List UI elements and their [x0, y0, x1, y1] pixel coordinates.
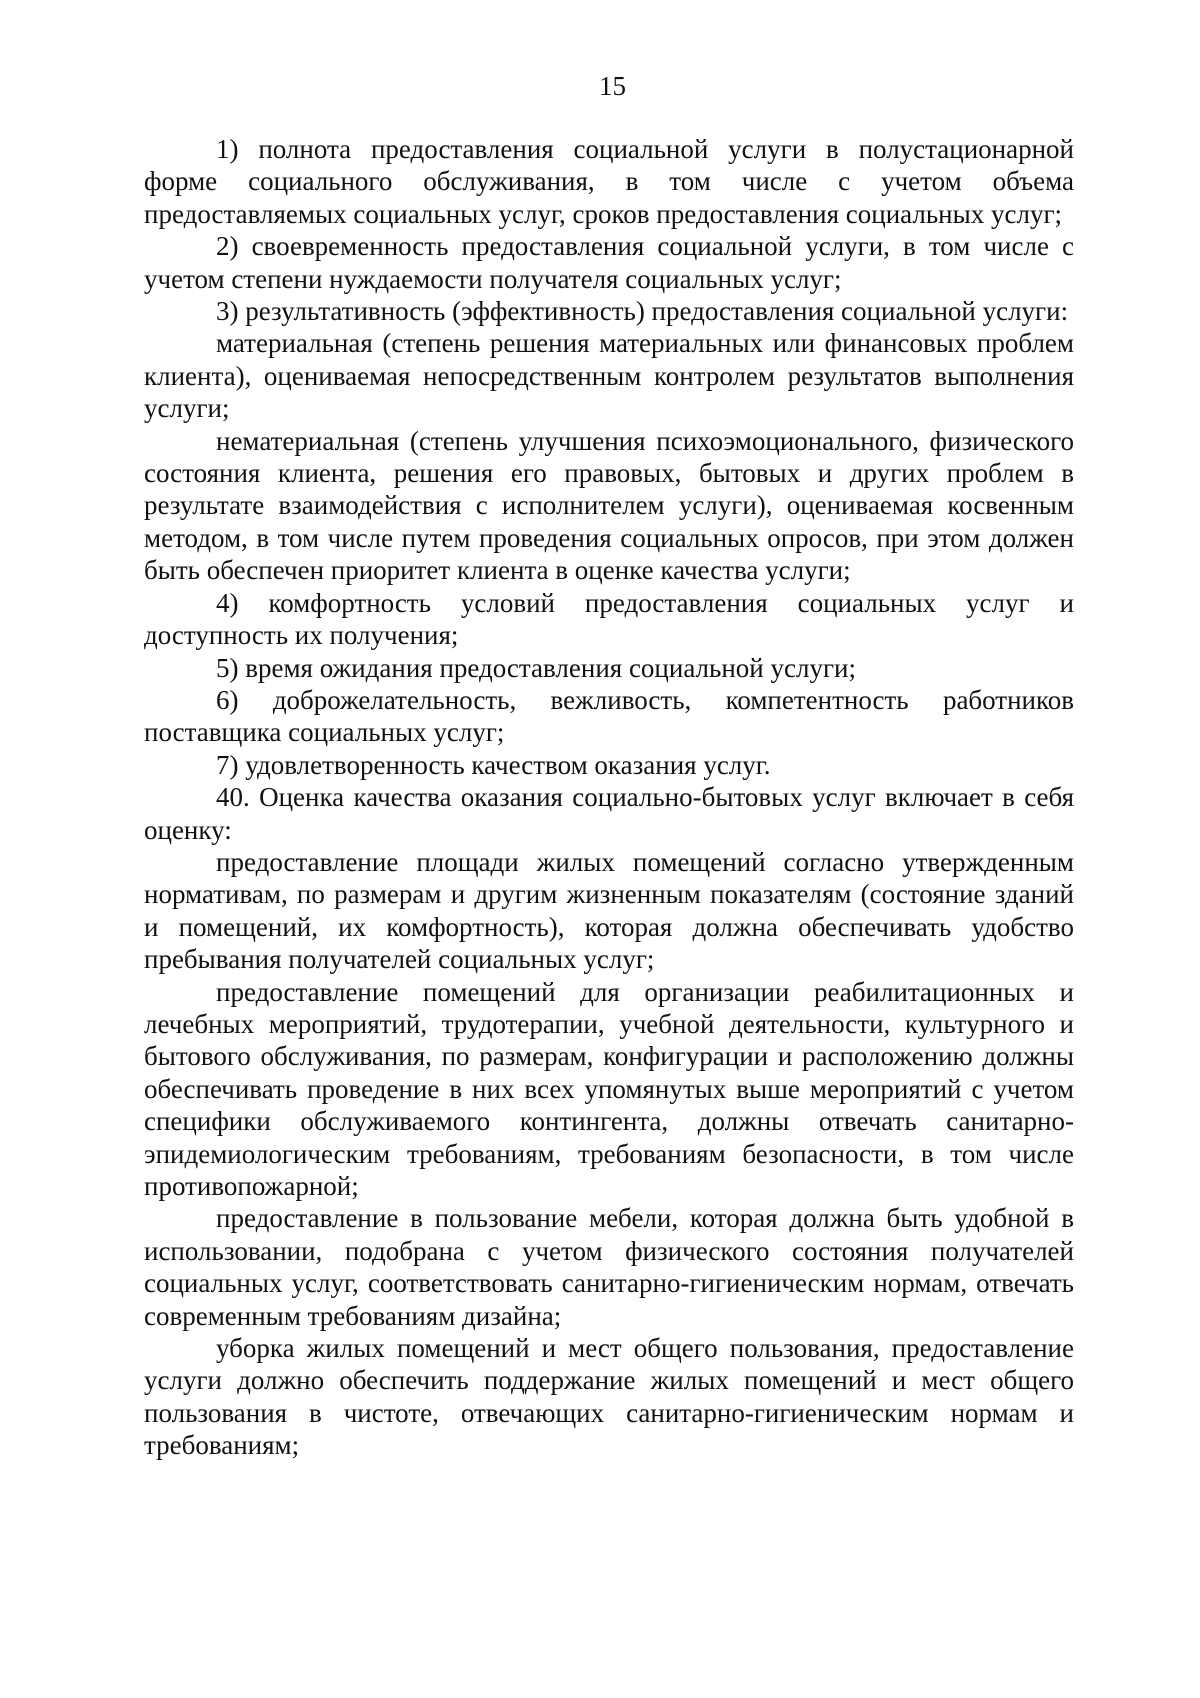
- paragraph-item-2-timeliness: 2) своевременность предоставления социальной услуги, в том числе с учетом степени нуждаемости получателя социальных услуг;: [144, 231, 1074, 294]
- paragraph-nonmaterial-effectiveness: нематериальная (степень улучшения психоэмоционального, физического состояния клиента, решения его правовых, бытовых и других проблем в результате взаимодействия с исполнителем услуги), оцениваемая косвенным методом, в том числе путем проведения социальных опросов, при этом должен быть обеспечен приоритет клиента в оценке качества услуги;: [144, 425, 1074, 586]
- paragraph-item-3-effectiveness: 3) результативность (эффективность) предоставления социальной услуги:: [216, 296, 1069, 327]
- paragraph-rehabilitation-premises: предоставление помещений для организации реабилитационных и лечебных мероприятий, трудотерапии, учебной деятельности, культурного и бытового обслуживания, по размерам, конфигурации и расположению должны обеспечивать проведение в них всех упомянутых выше мероприятий с учетом специфики обслуживаемого контингента, должны отвечать санитарно-эпидемиологическим требованиям, требованиям безопасности, в том числе противопожарной;: [144, 976, 1074, 1201]
- paragraph-item-5-waiting-time: 5) время ожидания предоставления социальной услуги;: [216, 652, 856, 683]
- paragraph-item-4-comfort: 4) комфортность условий предоставления социальных услуг и доступность их получения;: [144, 587, 1074, 651]
- paragraph-item-6-courtesy: 6) доброжелательность, вежливость, компетентность работников поставщика социальных услуг;: [144, 684, 1074, 748]
- paragraph-item-1-completeness: 1) полнота предоставления социальной услуги в полустационарной форме социального обслуживания, в том числе с учетом объема предоставляемых социальных услуг, сроков предоставления социальных услуг;: [144, 134, 1074, 229]
- paragraph-material-effectiveness: материальная (степень решения материальных или финансовых проблем клиента), оцениваемая непосредственным контролем результатов выполнения услуги;: [144, 328, 1074, 424]
- paragraph-cleaning: уборка жилых помещений и мест общего пользования, предоставление услуги должно обеспечить поддержание жилых помещений и мест общего пользования в чистоте, отвечающих санитарно-гигиеническим нормам и требованиям;: [144, 1333, 1074, 1461]
- paragraph-section-40: 40. Оценка качества оказания социально-бытовых услуг включает в себя оценку:: [144, 782, 1074, 845]
- document-body: [144, 133, 1074, 1462]
- page-number: 15: [599, 71, 626, 101]
- paragraph-furniture: предоставление в пользование мебели, которая должна быть удобной в использовании, подобрана с учетом физического состояния получателей социальных услуг, соответствовать санитарно-гигиеническим нормам, отвечать современным требованиям дизайна;: [144, 1203, 1074, 1331]
- paragraph-item-7-satisfaction: 7) удовлетворенность качеством оказания услуг.: [216, 749, 771, 780]
- paragraph-living-space: предоставление площади жилых помещений согласно утвержденным нормативам, по размерам и другим жизненным показателям (состояние зданий и помещений, их комфортность), которая должна обеспечивать удобство пребывания получателей социальных услуг;: [144, 846, 1074, 975]
